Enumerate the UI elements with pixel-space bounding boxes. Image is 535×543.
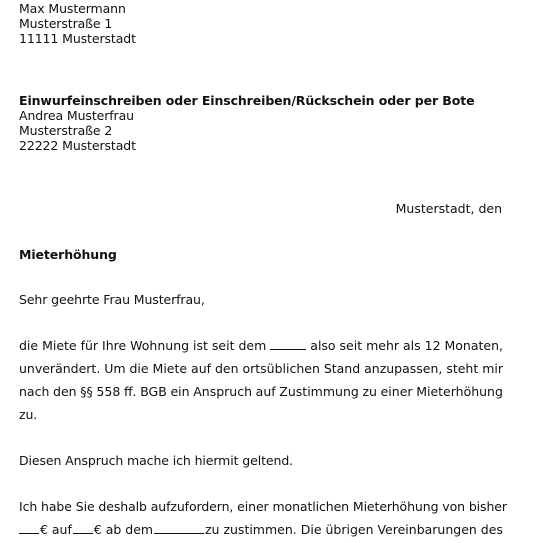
paragraph1-line1-text-a: die Miete für Ihre Wohnung ist seit dem xyxy=(19,338,267,353)
sender-street: Musterstraße 1 xyxy=(19,16,113,31)
word: auf xyxy=(255,384,276,399)
word: den xyxy=(214,361,239,376)
word: Stand xyxy=(323,361,361,376)
paragraph3-line2-text-a: € auf xyxy=(39,522,72,537)
paragraph3-line2 xyxy=(19,522,503,537)
word: BGB xyxy=(140,384,167,399)
word: ortsüblichen xyxy=(242,361,320,376)
word: mir xyxy=(482,361,503,376)
new-rent-blank xyxy=(73,522,93,534)
sender-name: Max Mustermann xyxy=(19,1,126,16)
paragraph3-line2-text-b: € ab dem xyxy=(93,522,154,537)
word: anzupassen, xyxy=(364,361,443,376)
word: einer xyxy=(380,384,413,399)
paragraph3-line1: Ich habe Sie deshalb aufzufordern, einer monatlichen Mieterhöhung von bisher xyxy=(19,499,507,514)
word: Zustimmung xyxy=(279,384,359,399)
word: auf xyxy=(191,361,212,376)
recipient-city: 22222 Musterstadt xyxy=(19,138,136,153)
salutation: Sehr geehrte Frau Musterfrau, xyxy=(19,292,205,307)
word: zu xyxy=(362,384,377,399)
recipient-name: Andrea Musterfrau xyxy=(19,108,134,123)
word: unverändert. xyxy=(19,361,101,376)
paragraph1-line1 xyxy=(19,338,503,353)
word: §§ xyxy=(80,384,93,399)
word: 558 xyxy=(96,384,121,399)
word: Um xyxy=(104,361,126,376)
word: steht xyxy=(446,361,479,376)
paragraph2: Diesen Anspruch mache ich hiermit geltend. xyxy=(19,453,294,468)
delivery-method: Einwurfeinschreiben oder Einschreiben/Rückschein oder per Bote xyxy=(19,93,475,108)
word: nach xyxy=(19,384,50,399)
word: Miete xyxy=(152,361,188,376)
word: Anspruch xyxy=(193,384,252,399)
sender-city: 11111 Musterstadt xyxy=(19,31,136,46)
paragraph1-line1-text-b: also seit mehr als 12 Monaten, xyxy=(310,338,503,353)
old-rent-blank xyxy=(19,522,39,534)
paragraph1-line4: zu. xyxy=(19,407,38,422)
effective-date-blank xyxy=(154,522,204,534)
paragraph1-line2 xyxy=(19,361,503,376)
paragraph3-line2-text-c: zu zustimmen. Die übrigen Vereinbarungen des xyxy=(204,522,503,537)
place-date: Musterstadt, den xyxy=(395,201,502,216)
word: die xyxy=(129,361,149,376)
recipient-street: Musterstraße 2 xyxy=(19,123,113,138)
word: ff. xyxy=(123,384,137,399)
word: den xyxy=(53,384,77,399)
word: Mieterhöhung xyxy=(416,384,503,399)
start-date-blank xyxy=(270,338,306,350)
paragraph1-line3 xyxy=(19,384,503,399)
word: ein xyxy=(170,384,190,399)
subject: Mieterhöhung xyxy=(19,247,117,262)
